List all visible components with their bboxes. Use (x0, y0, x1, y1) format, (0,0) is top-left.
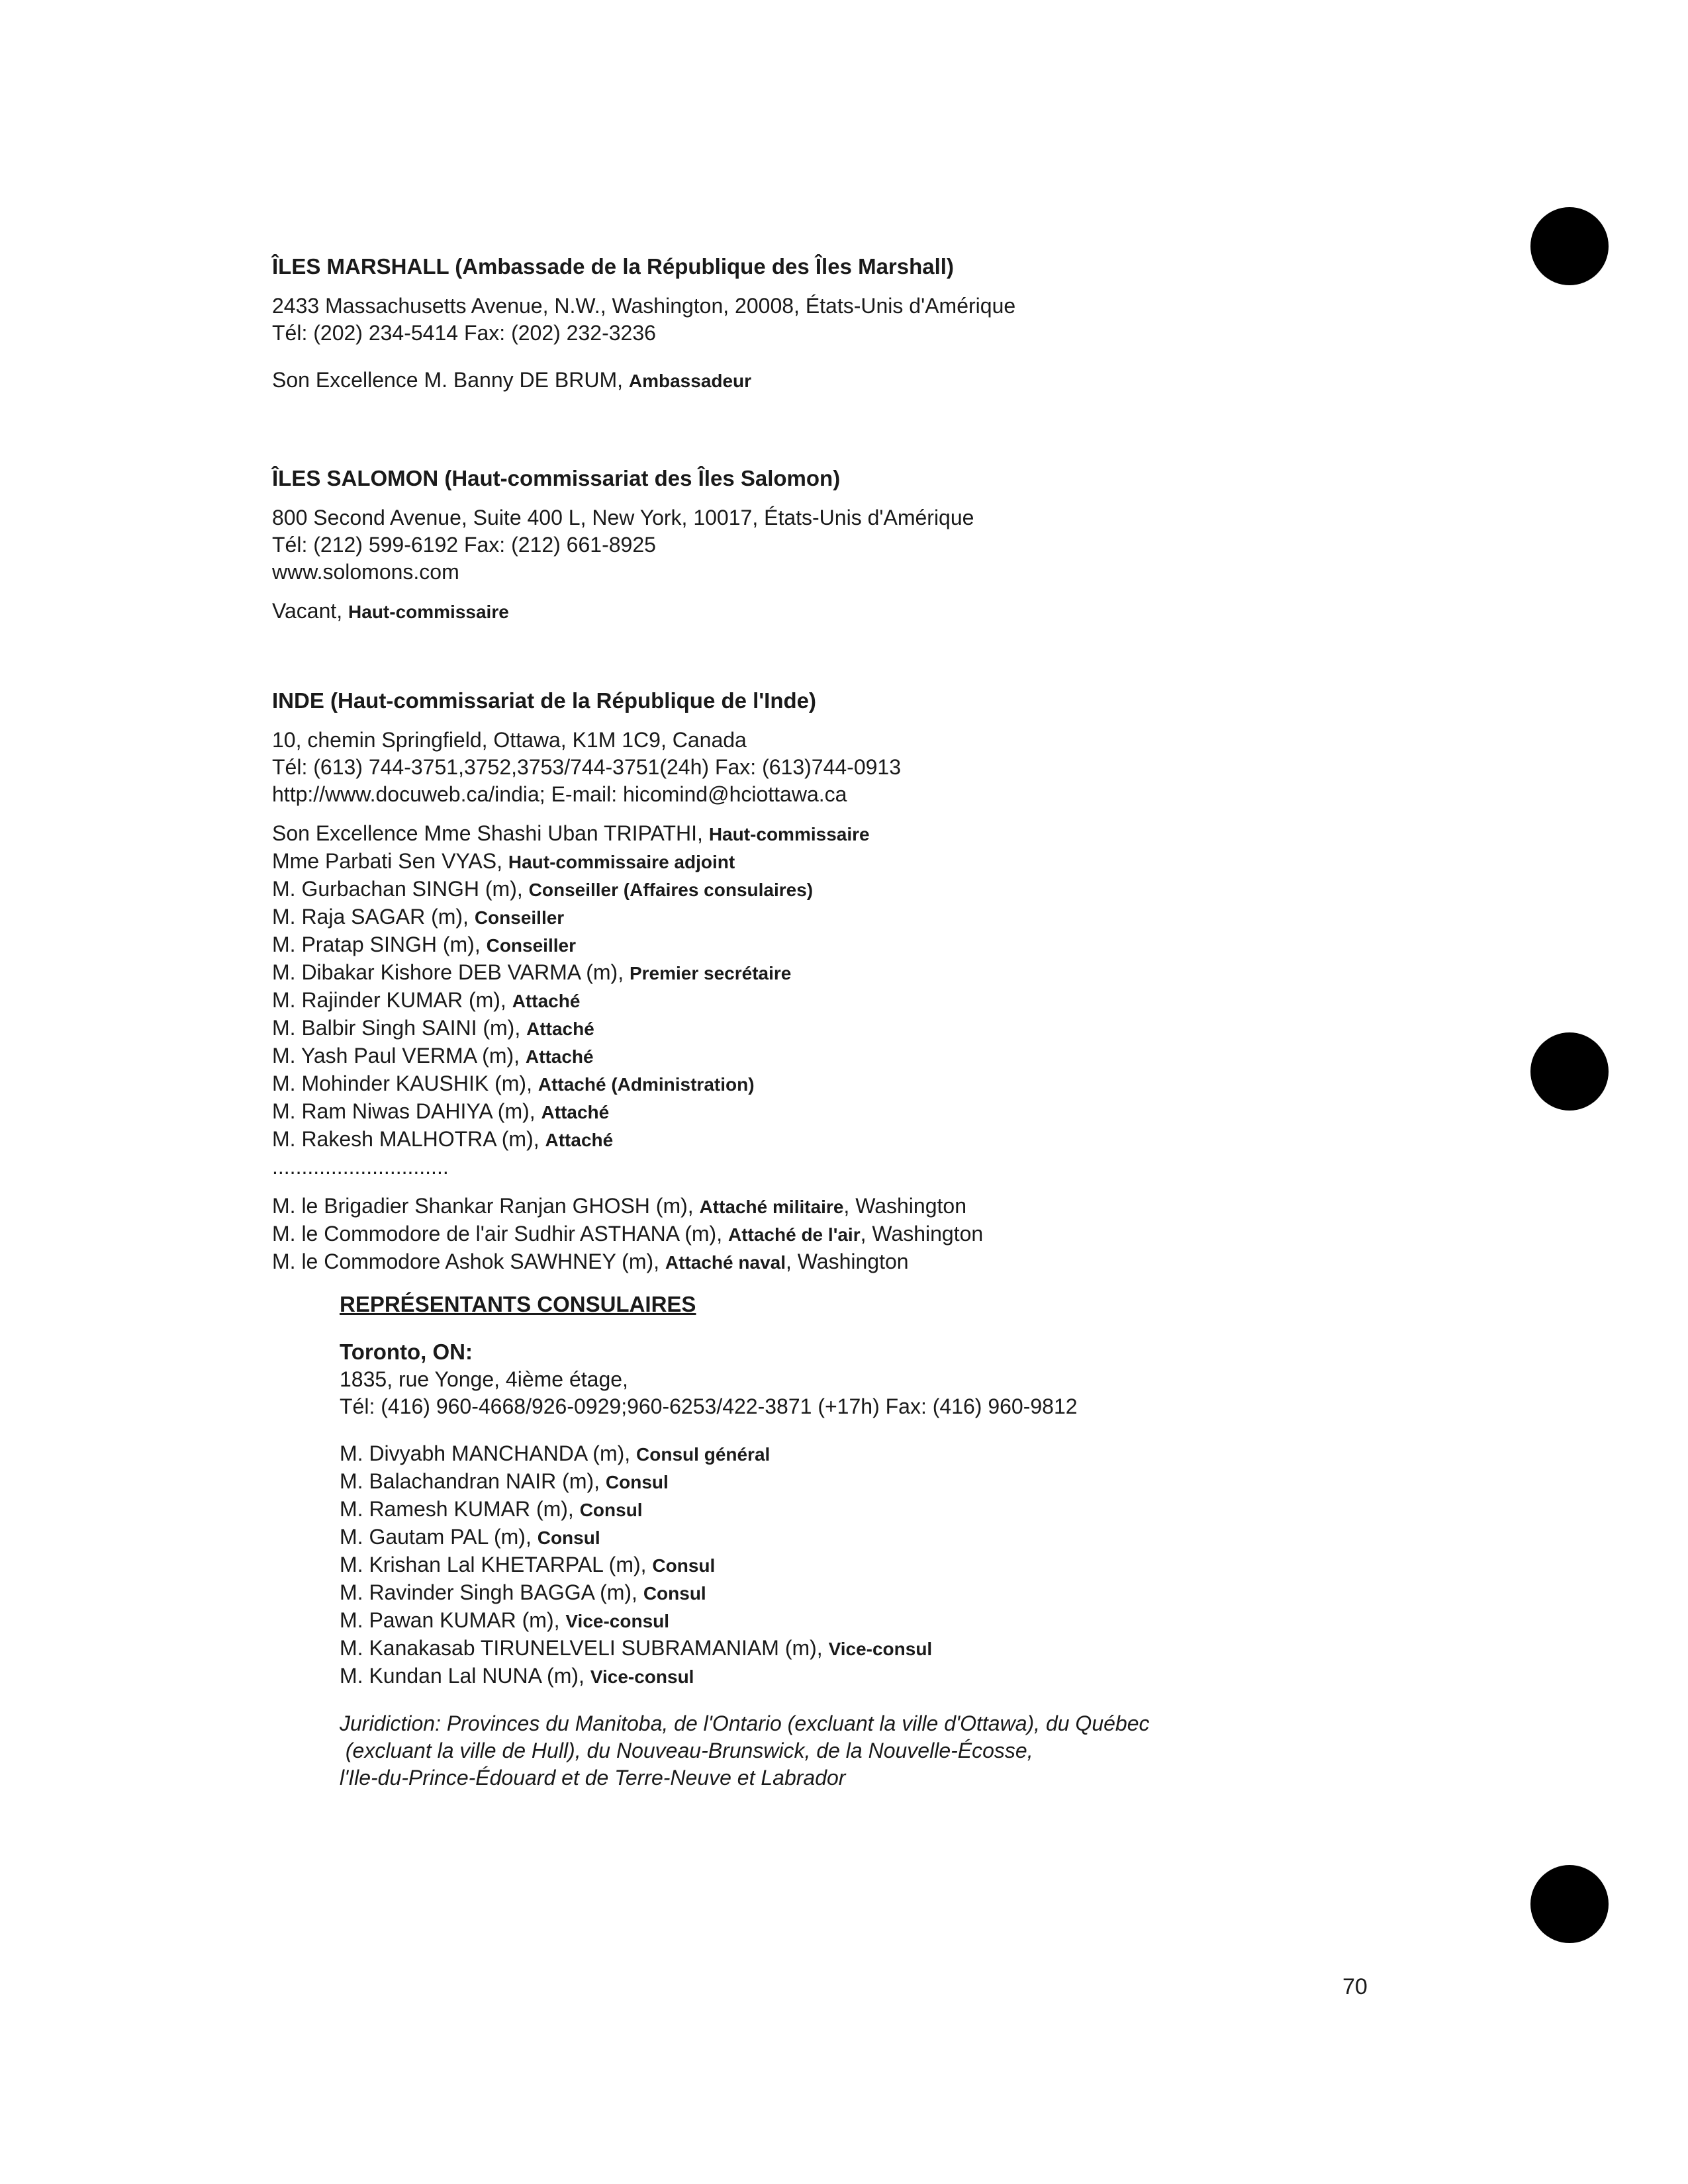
person-line (340, 1524, 1531, 1551)
person-role: Consul (605, 1472, 669, 1492)
person-role: Haut-commissaire adjoint (508, 852, 735, 872)
person-name: M. le Commodore Ashok SAWHNEY (m), (272, 1250, 660, 1273)
person-name: M. Gurbachan SINGH (m), (272, 877, 523, 901)
website: www.solomons.com (272, 560, 459, 584)
section-heading: ÎLES MARSHALL (Ambassade de la République des Îles Marshall) (272, 254, 954, 279)
person-line (340, 1440, 1531, 1468)
person-line (272, 367, 1530, 394)
phone: Tél: (202) 234-5414 Fax: (202) 232-3236 (272, 321, 656, 345)
person-name: M. Yash Paul VERMA (m), (272, 1044, 520, 1068)
staff-list (272, 820, 1530, 1154)
person-line (272, 987, 1530, 1015)
person-role: Haut-commissaire (708, 824, 870, 844)
person-role: Attaché naval (665, 1252, 786, 1273)
person-role: Vice-consul (828, 1639, 933, 1659)
person-name: Vacant, (272, 599, 343, 623)
person-line (272, 820, 1530, 848)
address: 2433 Massachusetts Avenue, N.W., Washington, 20008, États-Unis d'Amérique (272, 294, 1016, 318)
jurisdiction-line: l'Ile-du-Prince-Édouard et de Terre-Neuve et Labrador (340, 1766, 846, 1790)
address: 1835, rue Yonge, 4ième étage, (340, 1367, 628, 1391)
person-line (272, 1248, 1530, 1276)
person-line (340, 1468, 1531, 1496)
person-line (272, 1126, 1530, 1154)
person-line (272, 598, 1530, 625)
person-name: M. Ram Niwas DAHIYA (m), (272, 1099, 536, 1123)
person-line (272, 1070, 1530, 1098)
person-role: Attaché (Administration) (538, 1074, 755, 1095)
person-line (272, 1193, 1530, 1220)
person-name: M. Ravinder Singh BAGGA (m), (340, 1580, 637, 1604)
person-location: , Washington (843, 1194, 966, 1218)
person-role: Haut-commissaire (348, 602, 509, 622)
person-line (272, 876, 1530, 903)
consulate-city: Toronto, ON: (340, 1340, 473, 1364)
person-role: Attaché de l'air (727, 1224, 861, 1245)
person-location: , Washington (786, 1250, 909, 1273)
person-name: M. le Brigadier Shankar Ranjan GHOSH (m), (272, 1194, 694, 1218)
person-line (340, 1579, 1531, 1607)
person-role: Attaché (525, 1046, 594, 1067)
person-role: Attaché militaire (699, 1197, 844, 1217)
section-marshall (272, 253, 1530, 394)
person-name: M. Divyabh MANCHANDA (m), (340, 1441, 631, 1465)
person-line (272, 848, 1530, 876)
person-name: M. Rakesh MALHOTRA (m), (272, 1127, 539, 1151)
person-line (340, 1496, 1531, 1524)
person-location: , Washington (860, 1222, 984, 1246)
person-role: Attaché (545, 1130, 614, 1150)
person-name: M. Balbir Singh SAINI (m), (272, 1016, 521, 1040)
page-number: 70 (1342, 1974, 1368, 1999)
phone: Tél: (613) 744-3751,3752,3753/744-3751(24h) Fax: (613)744-0913 (272, 755, 901, 779)
person-line (272, 1015, 1530, 1042)
person-role: Consul (652, 1555, 716, 1576)
punch-hole-top (1530, 207, 1609, 285)
jurisdiction-line: (excluant la ville de Hull), du Nouveau-Brunswick, de la Nouvelle-Écosse, (340, 1739, 1033, 1762)
person-role: Consul (537, 1527, 600, 1548)
person-name: M. Pawan KUMAR (m), (340, 1608, 560, 1632)
person-name: M. Krishan Lal KHETARPAL (m), (340, 1553, 647, 1576)
person-name: Son Excellence Mme Shashi Uban TRIPATHI, (272, 821, 703, 845)
person-name: M. Rajinder KUMAR (m), (272, 988, 506, 1012)
separator-dots: .............................. (272, 1155, 449, 1179)
person-role: Conseiller (486, 935, 576, 956)
person-name: M. Balachandran NAIR (m), (340, 1469, 600, 1493)
section-heading: ÎLES SALOMON (Haut-commissariat des Îles Salomon) (272, 466, 841, 490)
person-role: Consul (579, 1500, 643, 1520)
person-role: Vice-consul (565, 1611, 670, 1631)
person-role: Attaché (512, 991, 581, 1011)
person-line (272, 1098, 1530, 1126)
person-line (272, 931, 1530, 959)
person-name: M. Raja SAGAR (m), (272, 905, 469, 929)
person-name: M. Ramesh KUMAR (m), (340, 1497, 574, 1521)
person-name: Mme Parbati Sen VYAS, (272, 849, 502, 873)
person-role: Attaché (541, 1102, 610, 1122)
punch-hole-middle (1530, 1032, 1609, 1111)
jurisdiction-line: Juridiction: Provinces du Manitoba, de l'Ontario (excluant la ville d'Ottawa), du Québec (340, 1711, 1150, 1735)
person-line (272, 1220, 1530, 1248)
person-name: M. Kanakasab TIRUNELVELI SUBRAMANIAM (m), (340, 1636, 823, 1660)
person-name: M. Pratap SINGH (m), (272, 933, 481, 956)
person-line (340, 1551, 1531, 1579)
phone: Tél: (212) 599-6192 Fax: (212) 661-8925 (272, 533, 656, 557)
consul-list (340, 1440, 1531, 1690)
person-line (340, 1607, 1531, 1635)
person-name: M. Dibakar Kishore DEB VARMA (m), (272, 960, 624, 984)
person-role: Ambassadeur (628, 371, 752, 391)
section-consular (340, 1291, 1531, 1792)
consular-heading: REPRÉSENTANTS CONSULAIRES (340, 1292, 696, 1316)
person-name: M. le Commodore de l'air Sudhir ASTHANA (m), (272, 1222, 723, 1246)
person-role: Consul (643, 1583, 706, 1604)
person-name: Son Excellence M. Banny DE BRUM, (272, 368, 623, 392)
person-role: Premier secrétaire (629, 963, 792, 983)
person-line (340, 1662, 1531, 1690)
person-line (272, 959, 1530, 987)
person-line (340, 1635, 1531, 1662)
address: 10, chemin Springfield, Ottawa, K1M 1C9, Canada (272, 728, 747, 752)
person-role: Conseiller (Affaires consulaires) (528, 880, 814, 900)
person-role: Vice-consul (590, 1666, 694, 1687)
website-email: http://www.docuweb.ca/india; E-mail: hicomind@hciottawa.ca (272, 782, 847, 806)
person-name: M. Kundan Lal NUNA (m), (340, 1664, 585, 1688)
person-line (272, 903, 1530, 931)
section-inde (272, 687, 1530, 1276)
phone: Tél: (416) 960-4668/926-0929;960-6253/422-3871 (+17h) Fax: (416) 960-9812 (340, 1394, 1078, 1418)
jurisdiction-note (340, 1710, 1531, 1792)
military-attache-list (272, 1193, 1530, 1276)
section-salomon (272, 465, 1530, 625)
person-name: M. Gautam PAL (m), (340, 1525, 532, 1549)
section-heading: INDE (Haut-commissariat de la République de l'Inde) (272, 688, 816, 713)
person-role: Attaché (526, 1019, 594, 1039)
person-role: Consul général (636, 1444, 771, 1465)
person-role: Conseiller (474, 907, 565, 928)
person-line (272, 1042, 1530, 1070)
punch-hole-bottom (1530, 1865, 1609, 1943)
address: 800 Second Avenue, Suite 400 L, New York, 10017, États-Unis d'Amérique (272, 506, 974, 529)
person-name: M. Mohinder KAUSHIK (m), (272, 1071, 532, 1095)
